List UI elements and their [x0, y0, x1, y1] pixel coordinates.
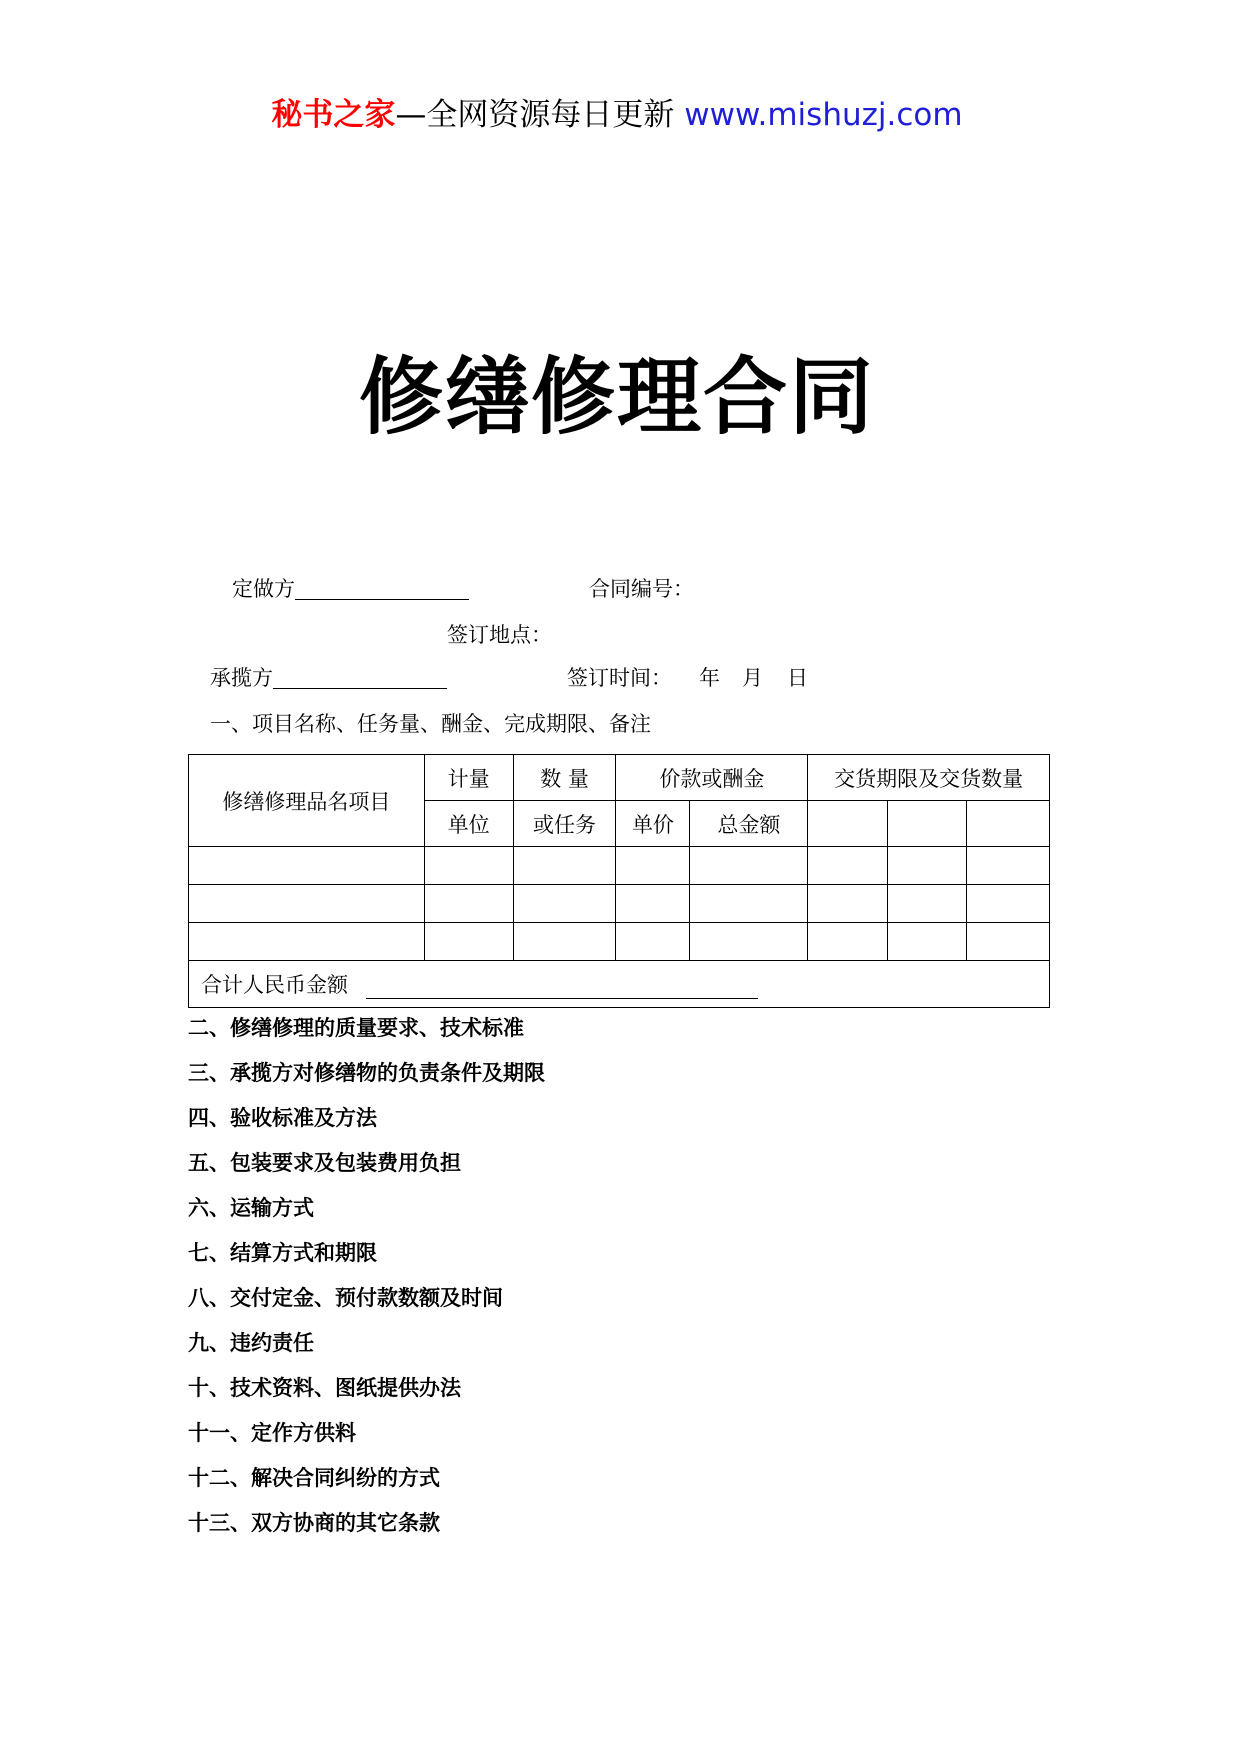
table-cell[interactable] — [513, 885, 616, 923]
contract-no-label: 合同编号： — [589, 577, 694, 601]
table-header-row-1 — [189, 755, 1050, 801]
section-1-heading: 一、项目名称、任务量、酬金、完成期限、备注 — [210, 712, 651, 736]
table-cell[interactable] — [189, 847, 425, 885]
orderer-label: 定做方 — [232, 577, 295, 601]
table-total-row — [189, 961, 1050, 1008]
header-slogan: —全网资源每日更新 — [395, 97, 685, 133]
section-heading: 八、交付定金、预付款数额及时间 — [188, 1285, 503, 1310]
section-heading: 九、违约责任 — [188, 1330, 314, 1355]
table-cell[interactable] — [888, 847, 967, 885]
table-cell[interactable] — [690, 923, 808, 961]
col-unit-header-2: 单位 — [424, 801, 513, 847]
total-amount-label: 合计人民币金额 — [201, 973, 348, 997]
sign-year-label: 年 — [699, 666, 720, 690]
section-heading: 七、结算方式和期限 — [188, 1240, 377, 1265]
table-cell[interactable] — [888, 885, 967, 923]
table-cell[interactable] — [513, 847, 616, 885]
section-heading: 四、验收标准及方法 — [188, 1105, 377, 1130]
section-heading: 十一、定作方供料 — [188, 1420, 356, 1445]
section-heading: 三、承揽方对修缮物的负责条件及期限 — [188, 1060, 545, 1085]
table-cell[interactable] — [808, 923, 888, 961]
table-cell[interactable] — [967, 847, 1050, 885]
table-cell[interactable] — [808, 885, 888, 923]
section-heading: 五、包装要求及包装费用负担 — [188, 1150, 461, 1175]
col-qty-header-2: 或任务 — [513, 801, 616, 847]
table-cell[interactable] — [616, 847, 690, 885]
table-cell[interactable] — [616, 885, 690, 923]
contractor-label: 承揽方 — [210, 666, 273, 690]
section-heading: 十、技术资料、图纸提供办法 — [188, 1375, 461, 1400]
sign-month-label: 月 — [742, 666, 763, 690]
delivery-cell[interactable] — [967, 801, 1050, 847]
col-qty-header-1: 数 量 — [513, 755, 616, 801]
table-cell[interactable] — [967, 885, 1050, 923]
total-amount-blank[interactable] — [366, 978, 758, 999]
orderer-line — [232, 579, 469, 600]
section-heading: 六、运输方式 — [188, 1195, 314, 1220]
table-cell[interactable] — [616, 923, 690, 961]
table-cell[interactable] — [690, 847, 808, 885]
document-title: 修缮修理合同 — [358, 347, 875, 446]
site-header — [0, 97, 1234, 133]
sign-time-label: 签订时间： — [567, 666, 672, 690]
table-cell[interactable] — [690, 885, 808, 923]
table-cell[interactable] — [888, 923, 967, 961]
table-cell[interactable] — [189, 923, 425, 961]
total-cell — [189, 961, 1050, 1008]
section-heading: 十三、双方协商的其它条款 — [188, 1510, 440, 1535]
table-cell[interactable] — [513, 923, 616, 961]
site-url-link[interactable]: www.mishuzj.com — [684, 97, 963, 133]
contractor-line — [210, 668, 447, 689]
table-cell[interactable] — [189, 885, 425, 923]
sign-day-label: 日 — [787, 666, 808, 690]
table-cell[interactable] — [967, 923, 1050, 961]
col-delivery-header: 交货期限及交货数量 — [808, 755, 1050, 801]
brand-name: 秘书之家 — [271, 97, 396, 133]
sign-place-label: 签订地点： — [447, 623, 552, 647]
project-table — [188, 754, 1050, 1008]
table-cell[interactable] — [424, 885, 513, 923]
orderer-blank[interactable] — [295, 579, 469, 600]
table-row — [189, 923, 1050, 961]
table-cell[interactable] — [424, 923, 513, 961]
delivery-cell[interactable] — [808, 801, 888, 847]
col-unit-header-1: 计量 — [424, 755, 513, 801]
section-heading: 十二、解决合同纠纷的方式 — [188, 1465, 440, 1490]
table-row — [189, 847, 1050, 885]
table-cell[interactable] — [424, 847, 513, 885]
col-item-header: 修缮修理品名项目 — [189, 755, 425, 847]
section-heading: 二、修缮修理的质量要求、技术标准 — [188, 1015, 524, 1040]
delivery-cell[interactable] — [888, 801, 967, 847]
col-price-header: 价款或酬金 — [616, 755, 808, 801]
table-cell[interactable] — [808, 847, 888, 885]
table-row — [189, 885, 1050, 923]
col-unit-price-header: 单价 — [616, 801, 690, 847]
col-total-header: 总金额 — [690, 801, 808, 847]
contractor-blank[interactable] — [273, 668, 447, 689]
